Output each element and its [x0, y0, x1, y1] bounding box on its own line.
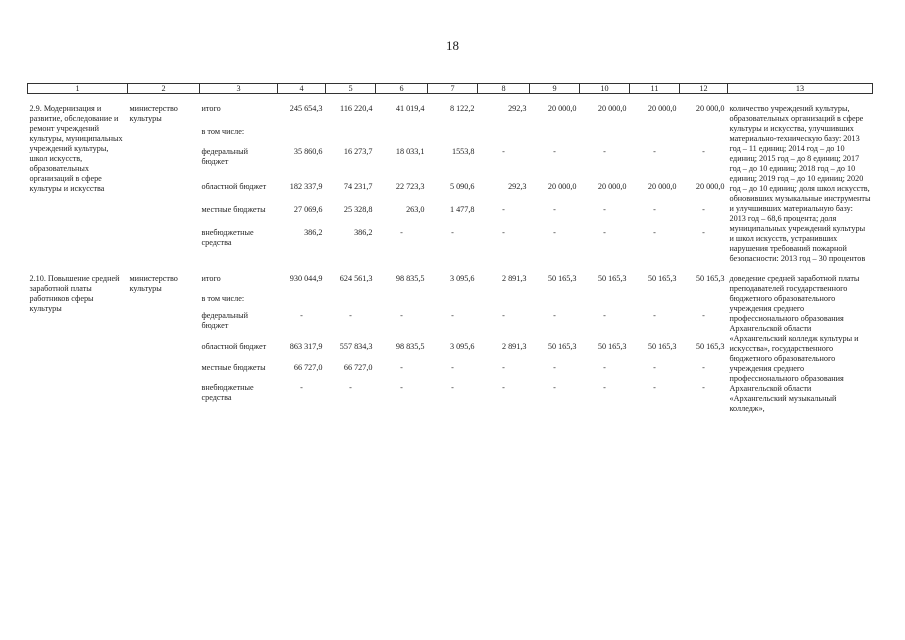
header-col-12: 12 [680, 84, 728, 94]
amount-cell: - [553, 228, 556, 238]
executor: министерство культуры [129, 104, 178, 123]
header-col-11: 11 [630, 84, 680, 94]
funding-source: итого [201, 104, 221, 113]
header-col-8: 8 [478, 84, 530, 94]
amount-cell: 3 095,6 [449, 342, 475, 352]
amount-cell: 20 000,0 [597, 182, 627, 192]
amount-cell: 20 000,0 [647, 182, 677, 192]
executor: министерство культуры [129, 274, 178, 293]
header-col-10: 10 [580, 84, 630, 94]
block-spacer [28, 94, 873, 105]
amount-cell: 18 033,1 [395, 146, 425, 156]
amount-cell: 20 000,0 [695, 182, 725, 192]
header-col-4: 4 [278, 84, 326, 94]
amount-cell: - [603, 228, 606, 238]
amount-cell: - [400, 382, 403, 392]
amount-cell: 292,3 [508, 104, 527, 113]
table-row [28, 274, 873, 294]
amount-cell: - [702, 205, 705, 215]
amount-cell: 98 835,5 [395, 274, 425, 283]
amount-cell: 20 000,0 [547, 104, 577, 113]
amount-cell: 557 834,3 [339, 342, 373, 352]
amount-cell [326, 294, 376, 311]
amount-cell: - [603, 362, 606, 372]
amount-cell [428, 127, 478, 147]
header-row [28, 84, 873, 94]
header-col-9: 9 [530, 84, 580, 94]
amount-cell: - [603, 146, 606, 156]
funding-source: местные бюджеты [201, 362, 266, 372]
amount-cell: - [502, 382, 505, 392]
amount-cell: 863 317,9 [289, 342, 323, 352]
amount-cell: 25 328,8 [343, 205, 373, 215]
amount-cell [278, 127, 326, 147]
amount-cell: 3 095,6 [449, 274, 475, 283]
amount-cell: - [603, 205, 606, 215]
amount-cell: - [653, 146, 656, 156]
amount-cell: 50 165,3 [547, 274, 577, 283]
amount-cell: - [653, 382, 656, 392]
amount-cell: 5 090,6 [449, 182, 475, 192]
amount-cell: - [349, 311, 352, 321]
amount-cell: - [553, 146, 556, 156]
amount-cell: 20 000,0 [647, 104, 677, 113]
amount-cell: 1553,8 [451, 146, 475, 156]
amount-cell: - [653, 362, 656, 372]
amount-cell: 16 273,7 [343, 146, 373, 156]
amount-cell: 386,2 [354, 228, 373, 238]
amount-cell: - [400, 228, 403, 238]
amount-cell [680, 294, 728, 311]
amount-cell: 292,3 [508, 182, 527, 192]
amount-cell [376, 294, 428, 311]
funding-source: в том числе: [201, 127, 245, 137]
measure-name: 2.9. Модернизация и развитие, обследование и ремонт учреждений культуры, муниципальных учреждений культуры, школ искусств, образовательных организаций в сфере культуры и искусства [29, 104, 123, 193]
amount-cell: 41 019,4 [395, 104, 425, 113]
amount-cell [278, 294, 326, 311]
amount-cell: - [300, 382, 303, 392]
amount-cell [630, 127, 680, 147]
amount-cell [478, 127, 530, 147]
funding-source: в том числе: [201, 294, 245, 304]
amount-cell: 386,2 [304, 228, 323, 238]
amount-cell: 182 337,9 [289, 182, 323, 192]
amount-cell: - [553, 205, 556, 215]
amount-cell: 20 000,0 [597, 104, 627, 113]
amount-cell: - [300, 311, 303, 321]
program-table [27, 83, 873, 414]
amount-cell: - [451, 228, 454, 238]
funding-source: местные бюджеты [201, 205, 266, 215]
amount-cell: 930 044,9 [289, 274, 323, 283]
amount-cell: - [653, 311, 656, 321]
amount-cell: - [502, 228, 505, 238]
amount-cell: - [502, 205, 505, 215]
amount-cell: 50 165,3 [597, 342, 627, 352]
amount-cell: - [502, 311, 505, 321]
amount-cell [478, 294, 530, 311]
amount-cell [630, 294, 680, 311]
header-col-1: 1 [28, 84, 128, 94]
amount-cell: - [702, 228, 705, 238]
amount-cell: 2 891,3 [501, 274, 527, 283]
table-row [28, 104, 873, 127]
header-col-13: 13 [728, 84, 873, 94]
amount-cell: 2 891,3 [501, 342, 527, 352]
amount-cell: 66 727,0 [343, 362, 373, 372]
amount-cell: 98 835,5 [395, 342, 425, 352]
amount-cell: 66 727,0 [293, 362, 323, 372]
amount-cell: - [603, 382, 606, 392]
amount-cell [376, 127, 428, 147]
amount-cell: - [502, 146, 505, 156]
page-number: 18 [446, 38, 459, 53]
amount-cell: - [653, 205, 656, 215]
amount-cell: 263,0 [406, 205, 425, 215]
amount-cell [530, 294, 580, 311]
funding-source: федеральный бюджет [201, 146, 249, 166]
amount-cell: - [702, 146, 705, 156]
amount-cell: 35 860,6 [293, 146, 323, 156]
amount-cell: - [451, 382, 454, 392]
expected-result: количество учреждений культуры, образовательных организаций в сфере культуры и искусства, улучшивших материально-техническую базу: 2013 год – 11 единиц; 2014 год – до 10 единиц; 2015 год – до 8 единиц; 2017 год – до 10 единиц; 2018 год – до 10 единиц; 2019 год – до 10 единиц; 2020 год – до 10 единиц; доля школ искусств, обновивших музыкальные инструменты и улучшивших материальную базу: 2013 год – 68,6 процента; доля муниципальных учреждений культуры и школ искусств, устранивших нарушения требований пожарной безопасности: 2013 год – 30 процентов [729, 104, 871, 263]
block-spacer [28, 264, 873, 274]
amount-cell [680, 127, 728, 147]
amount-cell: 50 165,3 [647, 274, 677, 283]
amount-cell [326, 127, 376, 147]
amount-cell: 50 165,3 [597, 274, 627, 283]
amount-cell: 1 477,8 [449, 205, 475, 215]
amount-cell: - [502, 362, 505, 372]
amount-cell: - [451, 362, 454, 372]
funding-source: областной бюджет [201, 182, 267, 192]
amount-cell: - [400, 311, 403, 321]
amount-cell: - [553, 382, 556, 392]
amount-cell: 245 654,3 [289, 104, 323, 113]
amount-cell: 50 165,3 [695, 274, 725, 283]
amount-cell: - [702, 362, 705, 372]
amount-cell: 50 165,3 [647, 342, 677, 352]
amount-cell: - [653, 228, 656, 238]
amount-cell [530, 127, 580, 147]
funding-source: итого [201, 274, 221, 283]
amount-cell: - [349, 382, 352, 392]
amount-cell [580, 294, 630, 311]
funding-source: федеральный бюджет [201, 311, 249, 331]
amount-cell: 50 165,3 [695, 342, 725, 352]
amount-cell: 20 000,0 [547, 182, 577, 192]
measure-name: 2.10. Повышение средней заработной платы работников сферы культуры [29, 274, 120, 313]
amount-cell: 74 231,7 [343, 182, 373, 192]
funding-source: внебюджетные средства [201, 228, 254, 248]
amount-cell: 50 165,3 [547, 342, 577, 352]
amount-cell: 116 220,4 [340, 104, 373, 113]
amount-cell [428, 294, 478, 311]
funding-source: областной бюджет [201, 342, 267, 352]
amount-cell: - [702, 382, 705, 392]
amount-cell: - [702, 311, 705, 321]
header-col-5: 5 [326, 84, 376, 94]
header-col-3: 3 [200, 84, 278, 94]
amount-cell: - [603, 311, 606, 321]
header-col-7: 7 [428, 84, 478, 94]
amount-cell: 22 723,3 [395, 182, 425, 192]
amount-cell: 20 000,0 [695, 104, 725, 113]
header-col-6: 6 [376, 84, 428, 94]
amount-cell: - [400, 362, 403, 372]
amount-cell: - [553, 311, 556, 321]
amount-cell: 27 069,6 [293, 205, 323, 215]
header-col-2: 2 [128, 84, 200, 94]
amount-cell [580, 127, 630, 147]
amount-cell: 8 122,2 [449, 104, 475, 113]
amount-cell: 624 561,3 [339, 274, 373, 283]
funding-source: внебюджетные средства [201, 382, 254, 402]
amount-cell: - [451, 311, 454, 321]
amount-cell: - [553, 362, 556, 372]
expected-result: доведение средней заработной платы преподавателей государственного бюджетного образовательного учреждения среднего профессионального образования Архангельской области «Архангельский колледж культуры и искусства», государственного бюджетного образовательного учреждения среднего профессионального образования Архангельской области «Архангельский музыкальный колледж», [729, 274, 860, 413]
